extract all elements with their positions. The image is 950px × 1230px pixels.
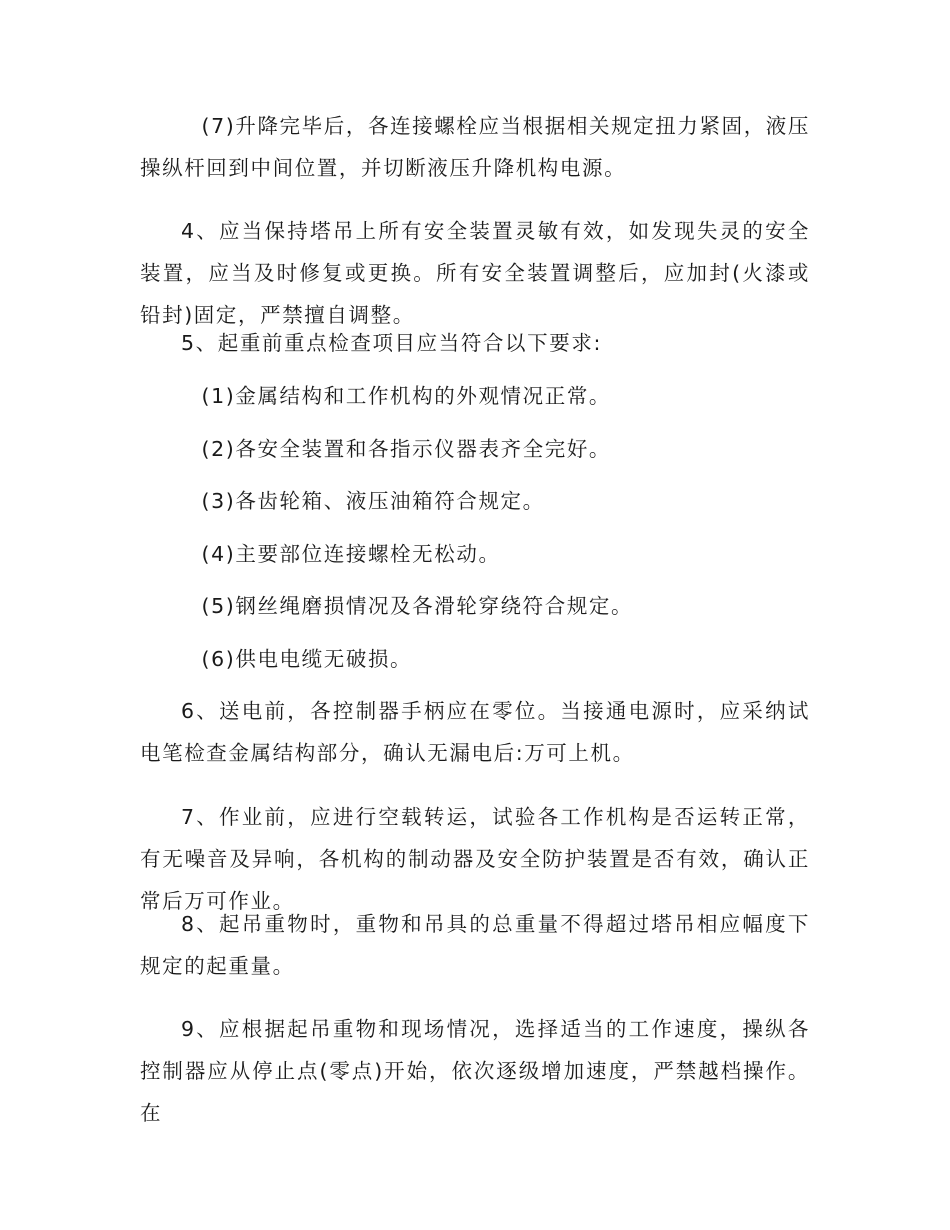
paragraph-7: 7、作业前，应进行空载转运，试验各工作机构是否运转正常，有无噪音及异响，各机构的制动器及安全防护装置是否有效，确认正常后万可作业。 [140,805,810,913]
paragraph-item-2: (2)各安全装置和各指示仪器表齐全完好。 [201,437,612,461]
paragraph-4: 4、应当保持塔吊上所有安全装置灵敏有效，如发现失灵的安全装置，应当及时修复或更换。所有安全装置调整后，应加封(火漆或铅封)固定，严禁擅自调整。 [140,219,810,327]
paragraph-item-1: (1)金属结构和工作机构的外观情况正常。 [201,384,612,408]
paragraph-item-7: (7)升降完毕后，各连接螺栓应当根据相关规定扭力紧固，液压操纵杆回到中间位置，并切断液压升降机构电源。 [140,114,810,180]
paragraph-item-5: (5)钢丝绳磨损情况及各滑轮穿绕符合规定。 [201,594,634,618]
paragraph-item-6: (6)供电电缆无破损。 [201,647,413,671]
paragraph-item-3: (3)各齿轮箱、液压油箱符合规定。 [201,489,545,513]
paragraph-6: 6、送电前，各控制器手柄应在零位。当接通电源时，应采纳试电笔检查金属结构部分，确认无漏电后:万可上机。 [140,699,810,765]
paragraph-5: 5、起重前重点检查项目应当符合以下要求: [181,331,602,355]
paragraph-item-4: (4)主要部位连接螺栓无松动。 [201,542,501,566]
paragraph-9: 9、应根据起吊重物和现场情况，选择适当的工作速度，操纵各控制器应从停止点(零点)开始，依次逐级增加速度，严禁越档操作。在 [140,1017,810,1125]
paragraph-8: 8、起吊重物时，重物和吊具的总重量不得超过塔吊相应幅度下规定的起重量。 [140,912,810,978]
